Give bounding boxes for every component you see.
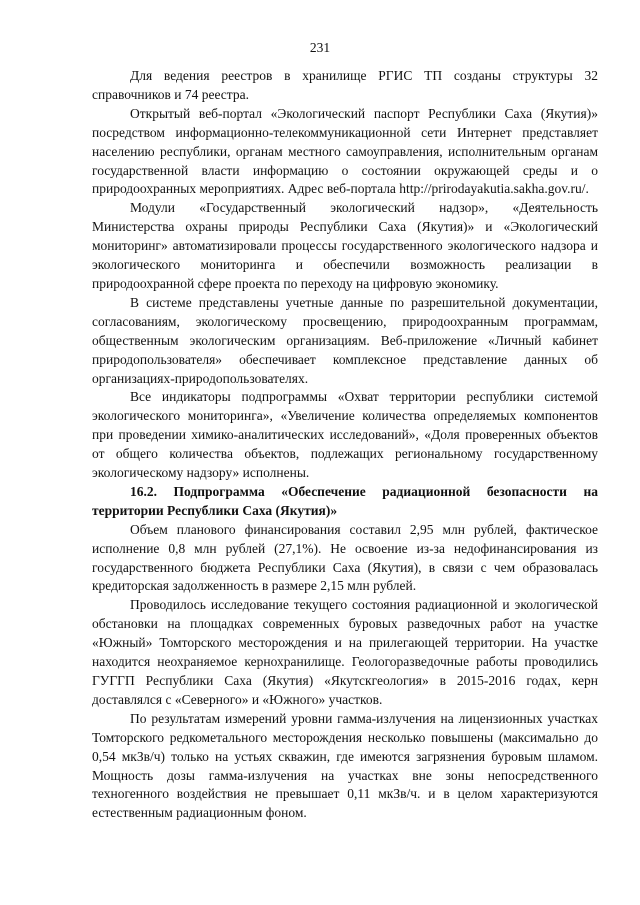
document-body <box>92 67 598 823</box>
paragraph-modules: Модули «Государственный экологический надзор», «Деятельность Министерства охраны природы Республики Саха (Якутия)» и «Экологический мониторинг» автоматизировали процессы государственного экологического надзора и экологического мониторинга и обеспечили возможность реализации в природоохранной сфере проекта по переходу на цифровую экономику. <box>92 200 598 291</box>
paragraph-research: Проводилось исследование текущего состояния радиационной и экологической обстановки на площадках современных буровых разведочных работ на участке «Южный» Томторского месторождения и на прилегающей территории. На участке находится неохраняемое кернохранилище. Геологоразведочные работы проводились ГУГГП Республики Саха (Якутия) «Якутскгеология» в 2015-2016 годах, керн доставлялся с «Северного» и «Южного» участков. <box>92 597 598 707</box>
section-heading: 16.2. Подпрограмма «Обеспечение радиационной безопасности на территории Республики Саха (Якутия)» <box>92 483 598 518</box>
paragraph-registries: Для ведения реестров в хранилище РГИС ТП созданы структуры 32 справочников и 74 реестра. <box>92 68 598 102</box>
page-number: 231 <box>309 40 331 55</box>
paragraph-system-data: В системе представлены учетные данные по разрешительной документации, согласованиям, экологическому просвещению, природоохранным программам, общественным экологическим организациям. Веб-приложение «Личный кабинет природопользователя» обеспечивает комплексное представление данных об организациях-природопользователях. <box>92 294 598 386</box>
paragraph-web-portal: Открытый веб-портал «Экологический паспорт Республики Саха (Якутия)» посредством информационно-телекоммуникационной сети Интернет представляет населению республики, органам местного самоуправления, исполнительным органам государственной власти информацию о состоянии окружающей среды и о природоохранных мероприятиях. Адрес веб-портала http://prirodayakutia.sakha.gov.ru/. <box>92 105 598 197</box>
paragraph-indicators: Все индикаторы подпрограммы «Охват территории республики системой экологического мониторинга», «Увеличение количества определяемых компонентов при проведении химико-аналитических исследований», «Доля проверенных объектов от общего количества объектов, подлежащих региональному государственному экологическому надзору» исполнены. <box>92 389 598 481</box>
paragraph-measurements: По результатам измерений уровни гамма-излучения на лицензионных участках Томторского редкометального месторождения несколько повышены (максимально до 0,54 мкЗв/ч) только на устьях скважин, где имеются загрязнения буровым шламом. Мощность дозы гамма-излучения на участках вне зоны непосредственного техногенного воздействия не превышает 0,11 мкЗв/ч. и в целом характеризуются естественным радиационным фоном. <box>92 710 598 821</box>
paragraph-financing: Объем планового финансирования составил 2,95 млн рублей, фактическое исполнение 0,8 млн рублей (27,1%). Не освоение из-за недофинансирования из государственного бюджета Республики Саха (Якутия), в связи с чем образовалась кредиторская задолженность в размере 2,15 млн рублей. <box>92 521 598 594</box>
